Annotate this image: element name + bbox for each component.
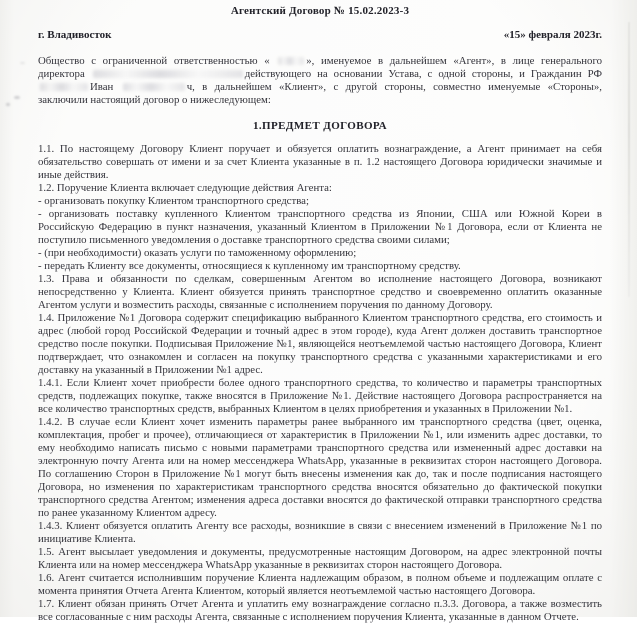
contract-clause: 1.4.1. Если Клиент хочет приобрести более одного транспортного средства, то количество и параметры транспортных средств, подлежащих покупке, также вносятся в Приложение №1. Действие настоящего Договора распространяется на все количество транспортных средств, выбранных Клиентом в целях приобретения и указанных в Приложении №1. (38, 377, 602, 415)
scan-speck (14, 96, 20, 99)
contract-clause: 1.5. Агент высылает уведомления и документы, предусмотренные настоящим Договором, на адрес электронной почты Клиента или на номер мессенджера WhatsApp указанные в реквизитах сторон настоящего Договора. (38, 546, 602, 571)
contract-clause: 1.4.3. Клиент обязуется оплатить Агенту все расходы, возникшие в связи с внесением изменений в Приложение №1 по инициативе Клиента. (38, 520, 602, 545)
document-title: Агентский Договор № 15.02.2023-3 (230, 5, 410, 17)
contract-clause: 1.1. По настоящему Договору Клиент поручает и обязуется оплатить вознаграждение, а Агент принимает на себя обязательство совершать от имени и за счет Клиента указанные в п. 1.2 настоящего Договора юридически значимые и иные действия. (38, 143, 602, 181)
contract-clause: - (при необходимости) оказать услуги по таможенному оформлению; (38, 247, 357, 259)
redacted-company-name (278, 57, 304, 65)
preamble-text: », именуемое в дальнейшем «Агент», в лице генерального директора (38, 55, 603, 80)
contract-clause: - организовать поставку купленного Клиентом транспортного средства из Японии, США или Южной Кореи в Российскую Федерацию в пункт назначения, указанный Клиентом в Приложении №1 Договора, если от Клиента не поступило письменного уведомления о доставке транспортного средства своими силами; (38, 208, 602, 246)
redacted-client-surname (40, 83, 88, 91)
document-city: г. Владивосток (38, 29, 112, 41)
contract-clause: 1.7. Клиент обязан принять Отчет Агента и уплатить ему вознаграждение согласно п.3.3. Договора, а также возместить все согласованные с ним расходы Агента, связанные с исполнением поручения Клиента, указанные в данном Отчете. (38, 598, 602, 623)
contract-clause: - организовать покупку Клиентом транспортного средства; (38, 195, 309, 207)
contract-clause: 1.4. Приложение №1 Договора содержит спецификацию выбранного Клиентом транспортного средства, его стоимость и адрес (любой город Российской Федерации и точный адрес в этом городе), куда Агент должен доставить транспортное средство после покупки. Подписывая Приложение №1, являющейся неотъемлемой частью настоящего Договора, Клиент подтверждает, что ознакомлен и согласен на покупку транспортного средства с указанными характеристиками и его доставку на указанный в Приложении №1 адрес. (38, 312, 602, 376)
redacted-client-patronymic (123, 83, 185, 91)
preamble-text: ч, в дальнейшем «Клиент», с другой стороны, совместно именуемые «Стороны», заключили настоящий договор о нижеследующем: (38, 81, 602, 106)
redacted-director-name (93, 70, 243, 78)
preamble-text: Общество с ограниченной ответственностью « (38, 55, 270, 67)
document-meta-row (38, 29, 602, 41)
scan-edge-line (628, 22, 630, 297)
preamble-text: Иван (90, 81, 114, 93)
scan-speck (20, 62, 25, 64)
scan-speck (6, 103, 10, 106)
document-date: «15» февраля 2023г. (503, 29, 602, 41)
contract-clause: 1.6. Агент считается исполнившим поручение Клиента надлежащим образом, в полном объеме и подлежащим оплате с момента принятия Отчета Агента Клиентом, который является неотъемлемой частью настоящего Договора. (38, 572, 602, 597)
contract-clauses (38, 143, 602, 624)
preamble-text: действующего на основании Устава, с одной стороны, и Гражданин РФ (244, 68, 603, 80)
contract-clause: 1.3. Права и обязанности по сделкам, совершенным Агентом во исполнение настоящего Договора, возникают непосредственно у Клиента. Клиент обязуется принять транспортное средство и своевременно оплатить оказанные Агентом услуги и возместить расходы, связанные с исполнением поручения по данному Договору. (38, 273, 602, 311)
section-heading: 1.ПРЕДМЕТ ДОГОВОРА (253, 120, 387, 132)
contract-clause: - передать Клиенту все документы, относящиеся к купленному им транспортному средству. (38, 260, 461, 272)
contract-clause: 1.4.2. В случае если Клиент хочет изменить параметры ранее выбранного им транспортного средства (цвет, оценка, комплектация, пробег и прочее), отличающиеся от характеристик в Приложении №1, или изменить адрес доставки, то ему необходимо написать письмо с новыми параметрами транспортного средства или измененный адрес доставки на электронную почту Агента или на номер мессенджера WhatsApp, указанные в реквизитах сторон настоящего Договора. По соглашению Сторон в Приложение №1 могут быть внесены изменения как до, так и после подписания настоящего Договора, но изменения по характеристикам транспортного средства вносятся обязательно до фактической покупки транспортного средства Агентом; изменения адреса доставки вносятся до фактической отправки транспортного средства по ранее указанному Клиентом адресу. (38, 416, 602, 519)
contract-clause: 1.2. Поручение Клиента включает следующие действия Агента: (38, 182, 332, 194)
preamble-paragraph (38, 55, 602, 107)
